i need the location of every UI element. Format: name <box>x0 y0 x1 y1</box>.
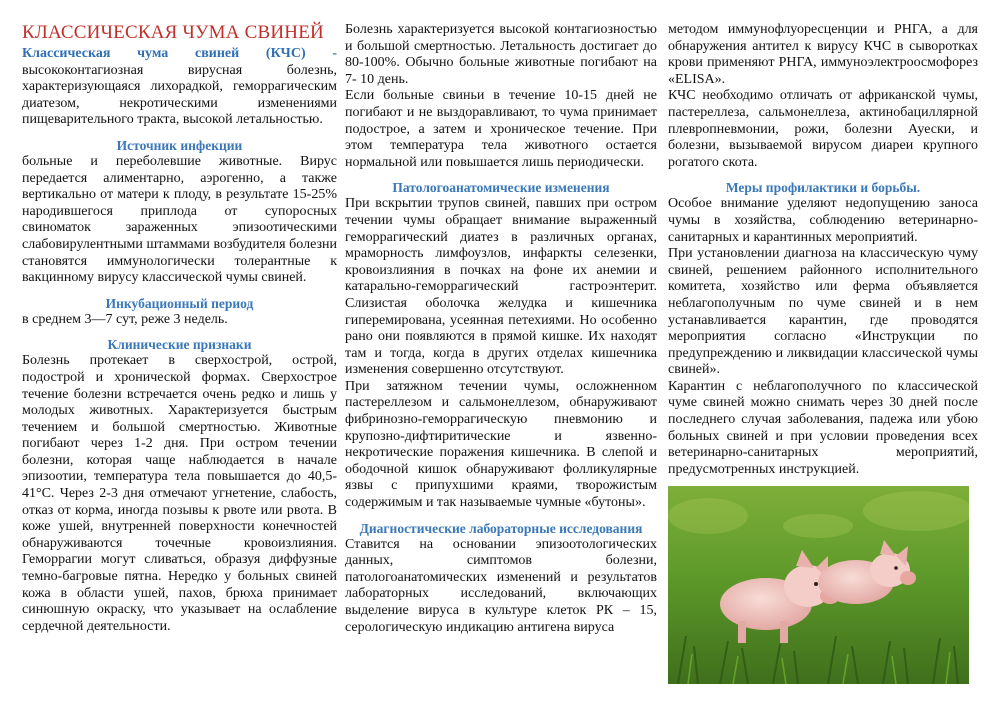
spacer <box>22 328 337 337</box>
spacer <box>22 287 337 296</box>
contagion-paragraph: Болезнь характеризуется высокой контагиозностью и большой смертностью. Летальность достигает до 80-100%. Обычно больные животные погибают на 7- 10 день. <box>345 22 657 87</box>
incubation-heading: Инкубационный период <box>105 295 254 311</box>
lab-continued-paragraph: методом иммунофлуоресценции и РНГА, а для обнаружения антител к вирусу КЧС в сыворотках крови применяют РНГА, иммуноэлектроосмофорез «ELISA». <box>668 22 978 87</box>
quarantine-paragraph: При установлении диагноза на классическую чуму свиней, решением районного исполнительного комитета, хозяйство или ферма объявляется неблагополучным по чуме свиней и в нем устанавливается карантин, где проводятся мероприятия согласно «Инструкции по предупреждению и ликвидации классической чумы свиней». <box>668 246 978 378</box>
column-1 <box>22 22 337 635</box>
prevention-paragraph: Особое внимание уделяют недопущению заноса чумы в хозяйства, соблюдению ветеринарно-санитарных и карантинных мероприятий. <box>668 196 978 245</box>
column-2 <box>345 22 657 636</box>
clinical-text: Болезнь протекает в сверхострой, острой, подострой и хронической формах. Сверхострое течение болезни встречается очень редко и лишь у молодых животных. Характеризуется быстрым течением и большой смертностью. Животные погибают через 1-2 дня. При остром течении болезни, которая чаще наблюдается в начале эпизоотии, температура тела повышается до 40,5-41°С. Через 2-3 дня отмечают угнетение, слабость, отказ от корма, иногда позывы к рвоте или рвота. В коже ушей, внутренней поверхности конечностей обнаруживаются точечные кровоизлияния. Геморрагии могут сливаться, образуя диффузные темно-багровые пятна. Нередко у больных свиней кожа в области ушей, пахов, брюха принимает синюшную окраску, что указывает на ослабление сердечной деятельности. <box>22 353 337 634</box>
intro-text: высококонтагиозная вирусная болезнь, характеризующаяся лихорадкой, геморрагическим диатезом, некротическими изменениями пищеварительного тракта, высокой летальностью. <box>22 62 337 128</box>
page-title: КЛАССИЧЕСКАЯ ЧУМА СВИНЕЙ <box>22 22 324 43</box>
column-3 <box>668 22 978 478</box>
differential-paragraph: КЧС необходимо отличать от африканской чумы, пастереллеза, сальмонеллеза, актинобациллярной плевропневмонии, рожи, болезни Ауески, и болезни, вызываемой вирусом диареи крупного рогатого скота. <box>668 88 978 170</box>
course-paragraph: Если больные свиньи в течение 10-15 дней не погибают и не выздоравливают, то чума принимает подострое, а затем и хроническое течение. При этом температура тела животного остается нормальной или повышается лишь периодически. <box>345 88 657 170</box>
prevention-heading: Меры профилактики и борьбы. <box>725 180 921 196</box>
lab-paragraph: Ставится на основании эпизоотологических данных, симптомов болезни, патологоанатомических изменений и результатов лабораторных исследований, включающих выделение вируса в культуре клеток РК – 15, серологическую индикацию антигена вируса <box>345 536 657 635</box>
spacer <box>22 129 337 138</box>
source-text: больные и переболевшие животные. Вирус передается алиментарно, аэрогенно, а также вертикально от матери к плоду, в результате 15-25% народившегося приплода от супоросных свиноматок зараженных эпизоотическими слабовирулентными штаммами возбудителя болезни становятся иммунологически толерантные к вакцинному вирусу классической чумы свиней. <box>22 153 337 286</box>
chronic-pathology-paragraph: При затяжном течении чумы, осложненном пастереллезом и сальмонеллезом, обнаруживают фибринозно-геморрагическую пневмонию и крупозно-дифтиритические и язвенно-некротические поражения кишечника. В слепой и ободочной кишок обнаруживают фолликулярные язвы с припухшими краями, творожистым содержимым и так называемые чумные «бутоны». <box>345 378 657 511</box>
intro-term: Классическая чума свиней (КЧС) - <box>22 46 337 61</box>
pathology-heading: Патологоанатомические изменения <box>392 180 610 196</box>
spacer <box>668 171 978 180</box>
source-heading: Источник инфекции <box>116 137 243 153</box>
quarantine-lift-paragraph: Карантин с неблагополучного по классической чуме свиней можно снимать через 30 дней после последнего случая заболевания, падежа или убою больных свиней и при условии проведения всех ветеринарно-санитарных мероприятий, предусмотренных инструкцией. <box>668 378 978 477</box>
pathology-paragraph: При вскрытии трупов свиней, павших при остром течении чумы обращает внимание выраженный геморрагический диатез в различных органах, мраморность лимфоузлов, инфаркты селезенки, кровоизлияния в почках на фоне их анемии и катарально-геморрагический гастроэнтерит. Слизистая оболочка желудка и кишечника гиперемирована, усеянная петехиями. Но особенно рано они появляются в прямой кишке. Их находят там и тогда, когда в других отделах кишечника изменения совершенно отсутствуют. <box>345 196 657 378</box>
spacer <box>345 512 657 521</box>
piglets-photo <box>668 486 969 684</box>
lab-heading: Диагностические лабораторные исследования <box>359 520 643 536</box>
incubation-text: в среднем 3—7 сут, реже 3 недель. <box>22 311 228 327</box>
intro-paragraph <box>22 46 337 129</box>
spacer <box>345 171 657 180</box>
clinical-heading: Клинические признаки <box>107 337 252 353</box>
